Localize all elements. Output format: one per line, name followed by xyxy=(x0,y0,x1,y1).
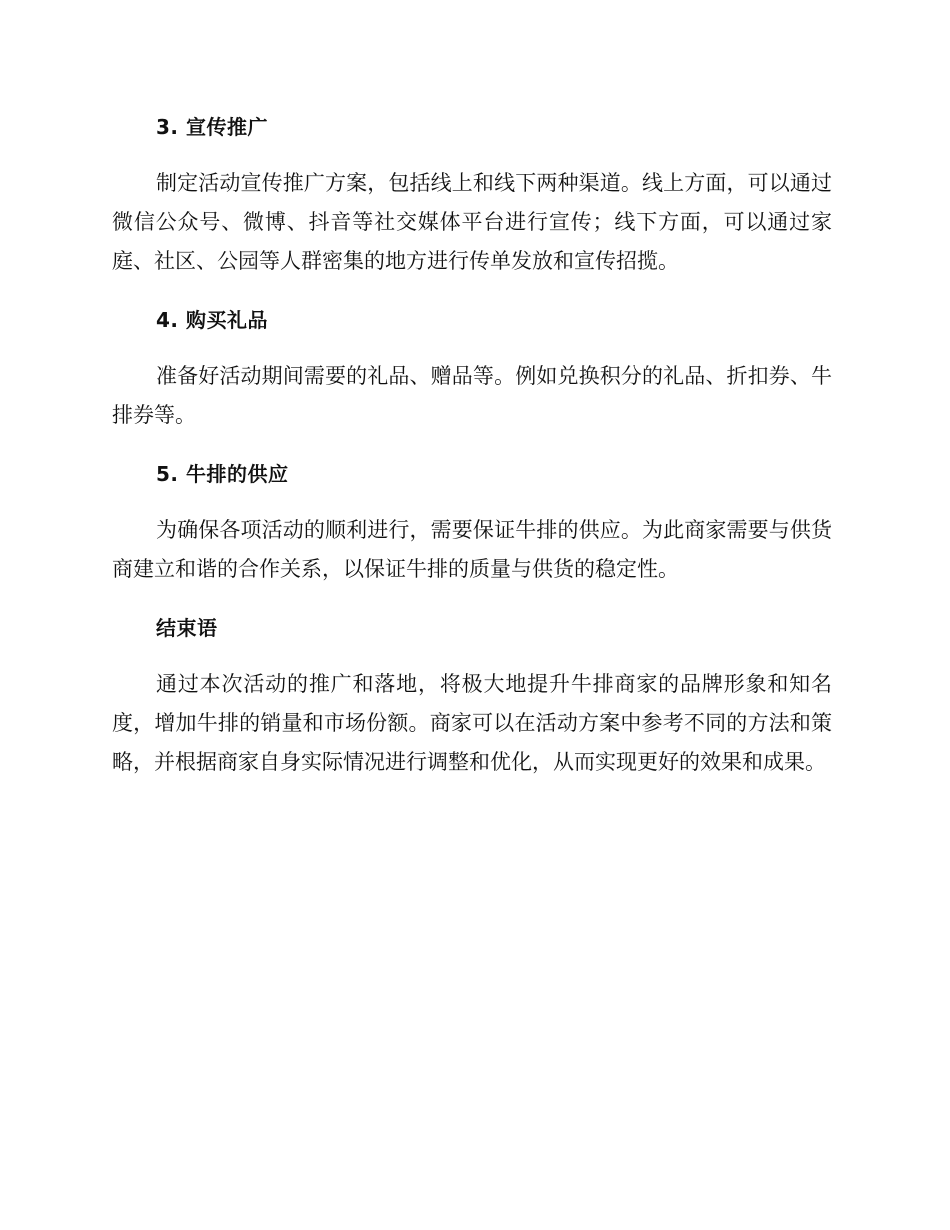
section-paragraph: 制定活动宣传推广方案，包括线上和线下两种渠道。线上方面，可以通过微信公众号、微博、抖音等社交媒体平台进行宣传；线下方面，可以通过家庭、社区、公园等人群密集的地方进行传单发放和宣传招揽。 xyxy=(112,171,832,273)
section-conclusion xyxy=(112,611,832,782)
section-gifts xyxy=(112,303,832,435)
section-heading: 4. 购买礼品 xyxy=(156,308,268,332)
section-heading: 3. 宣传推广 xyxy=(156,115,268,139)
section-heading: 5. 牛排的供应 xyxy=(156,462,289,486)
section-paragraph: 通过本次活动的推广和落地，将极大地提升牛排商家的品牌形象和知名度，增加牛排的销量和市场份额。商家可以在活动方案中参考不同的方法和策略，并根据商家自身实际情况进行调整和优化，从而实现更好的效果和成果。 xyxy=(112,672,832,774)
section-heading: 结束语 xyxy=(156,616,218,640)
section-paragraph: 为确保各项活动的顺利进行，需要保证牛排的供应。为此商家需要与供货商建立和谐的合作关系，以保证牛排的质量与供货的稳定性。 xyxy=(112,518,832,581)
document-content xyxy=(112,110,832,804)
section-supply xyxy=(112,457,832,589)
section-paragraph: 准备好活动期间需要的礼品、赠品等。例如兑换积分的礼品、折扣券、牛排券等。 xyxy=(112,364,832,427)
section-promotion xyxy=(112,110,832,281)
